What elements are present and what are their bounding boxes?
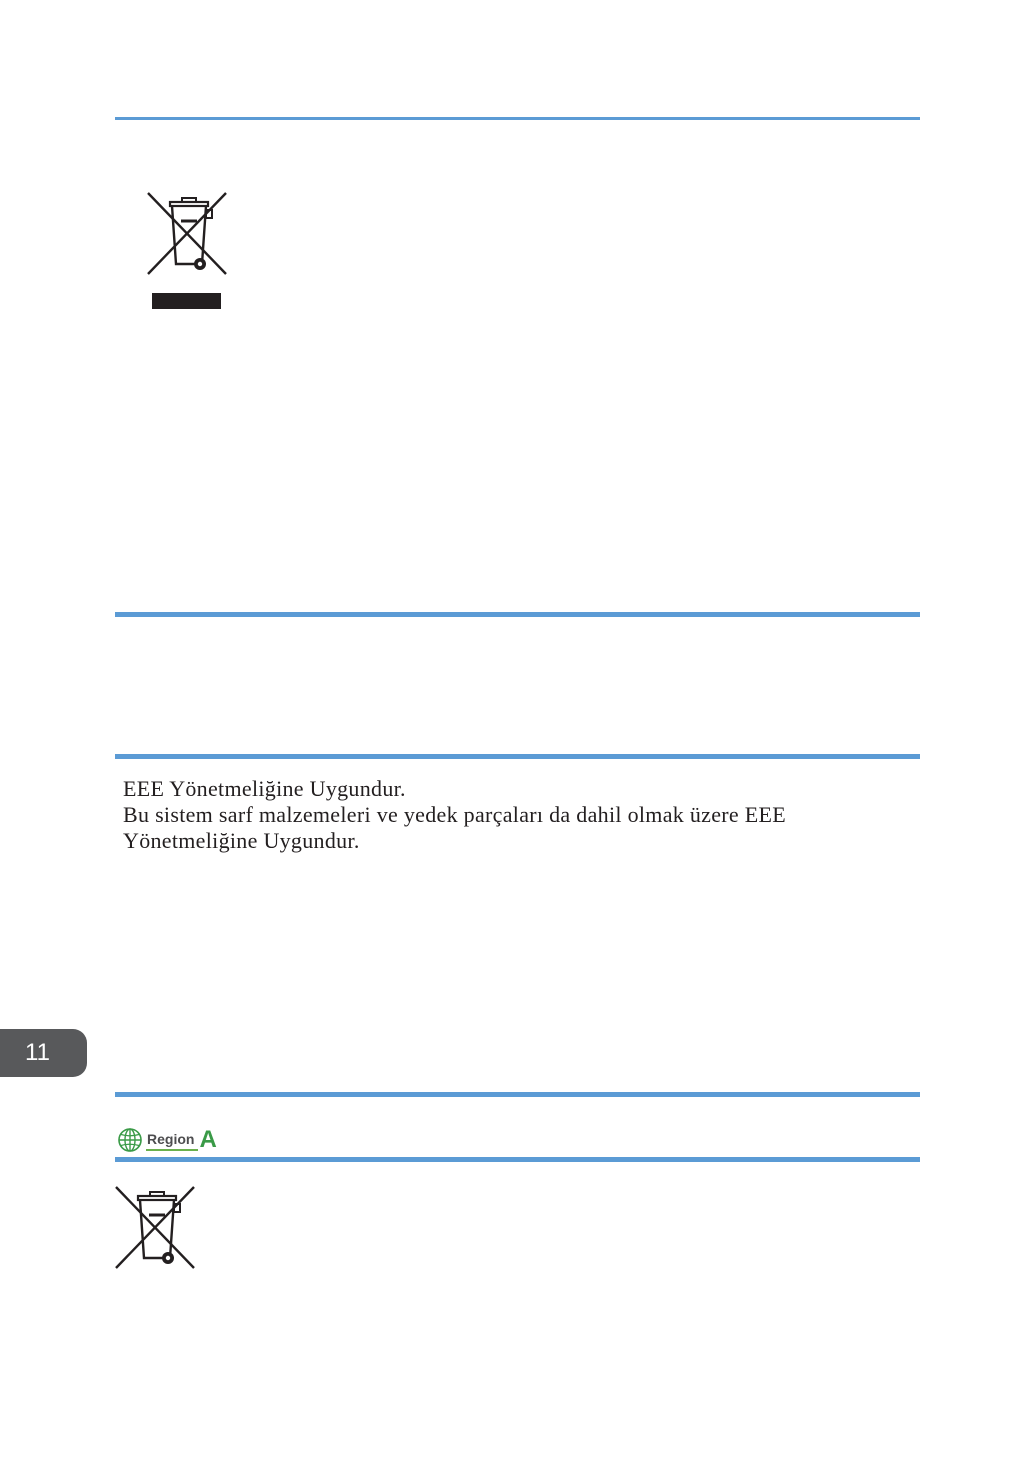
turkey-eee-text — [123, 776, 923, 854]
chapter-tab: 11 — [0, 1029, 87, 1077]
region-letter: A — [199, 1126, 217, 1153]
region-label: Region — [146, 1130, 198, 1151]
paragraph-eee-body: Bu sistem sarf malzemeleri ve yedek parçaları da dahil olmak üzere EEE Yönetmeliğine Uygundur. — [123, 802, 786, 853]
section-rule-4 — [115, 1092, 920, 1097]
section-rule-top — [115, 117, 920, 120]
crossed-out-wheelie-bin-icon-region-a — [113, 1184, 199, 1272]
section-rule-2 — [115, 612, 920, 617]
weee-solid-bar — [152, 293, 221, 309]
paragraph-eee-title: EEE Yönetmeliğine Uygundur. — [123, 776, 406, 801]
globe-icon — [117, 1127, 143, 1153]
section-rule-3 — [115, 754, 920, 759]
section-rule-5 — [115, 1157, 920, 1162]
region-badge — [117, 1127, 217, 1153]
crossed-out-wheelie-bin-icon — [145, 190, 231, 278]
